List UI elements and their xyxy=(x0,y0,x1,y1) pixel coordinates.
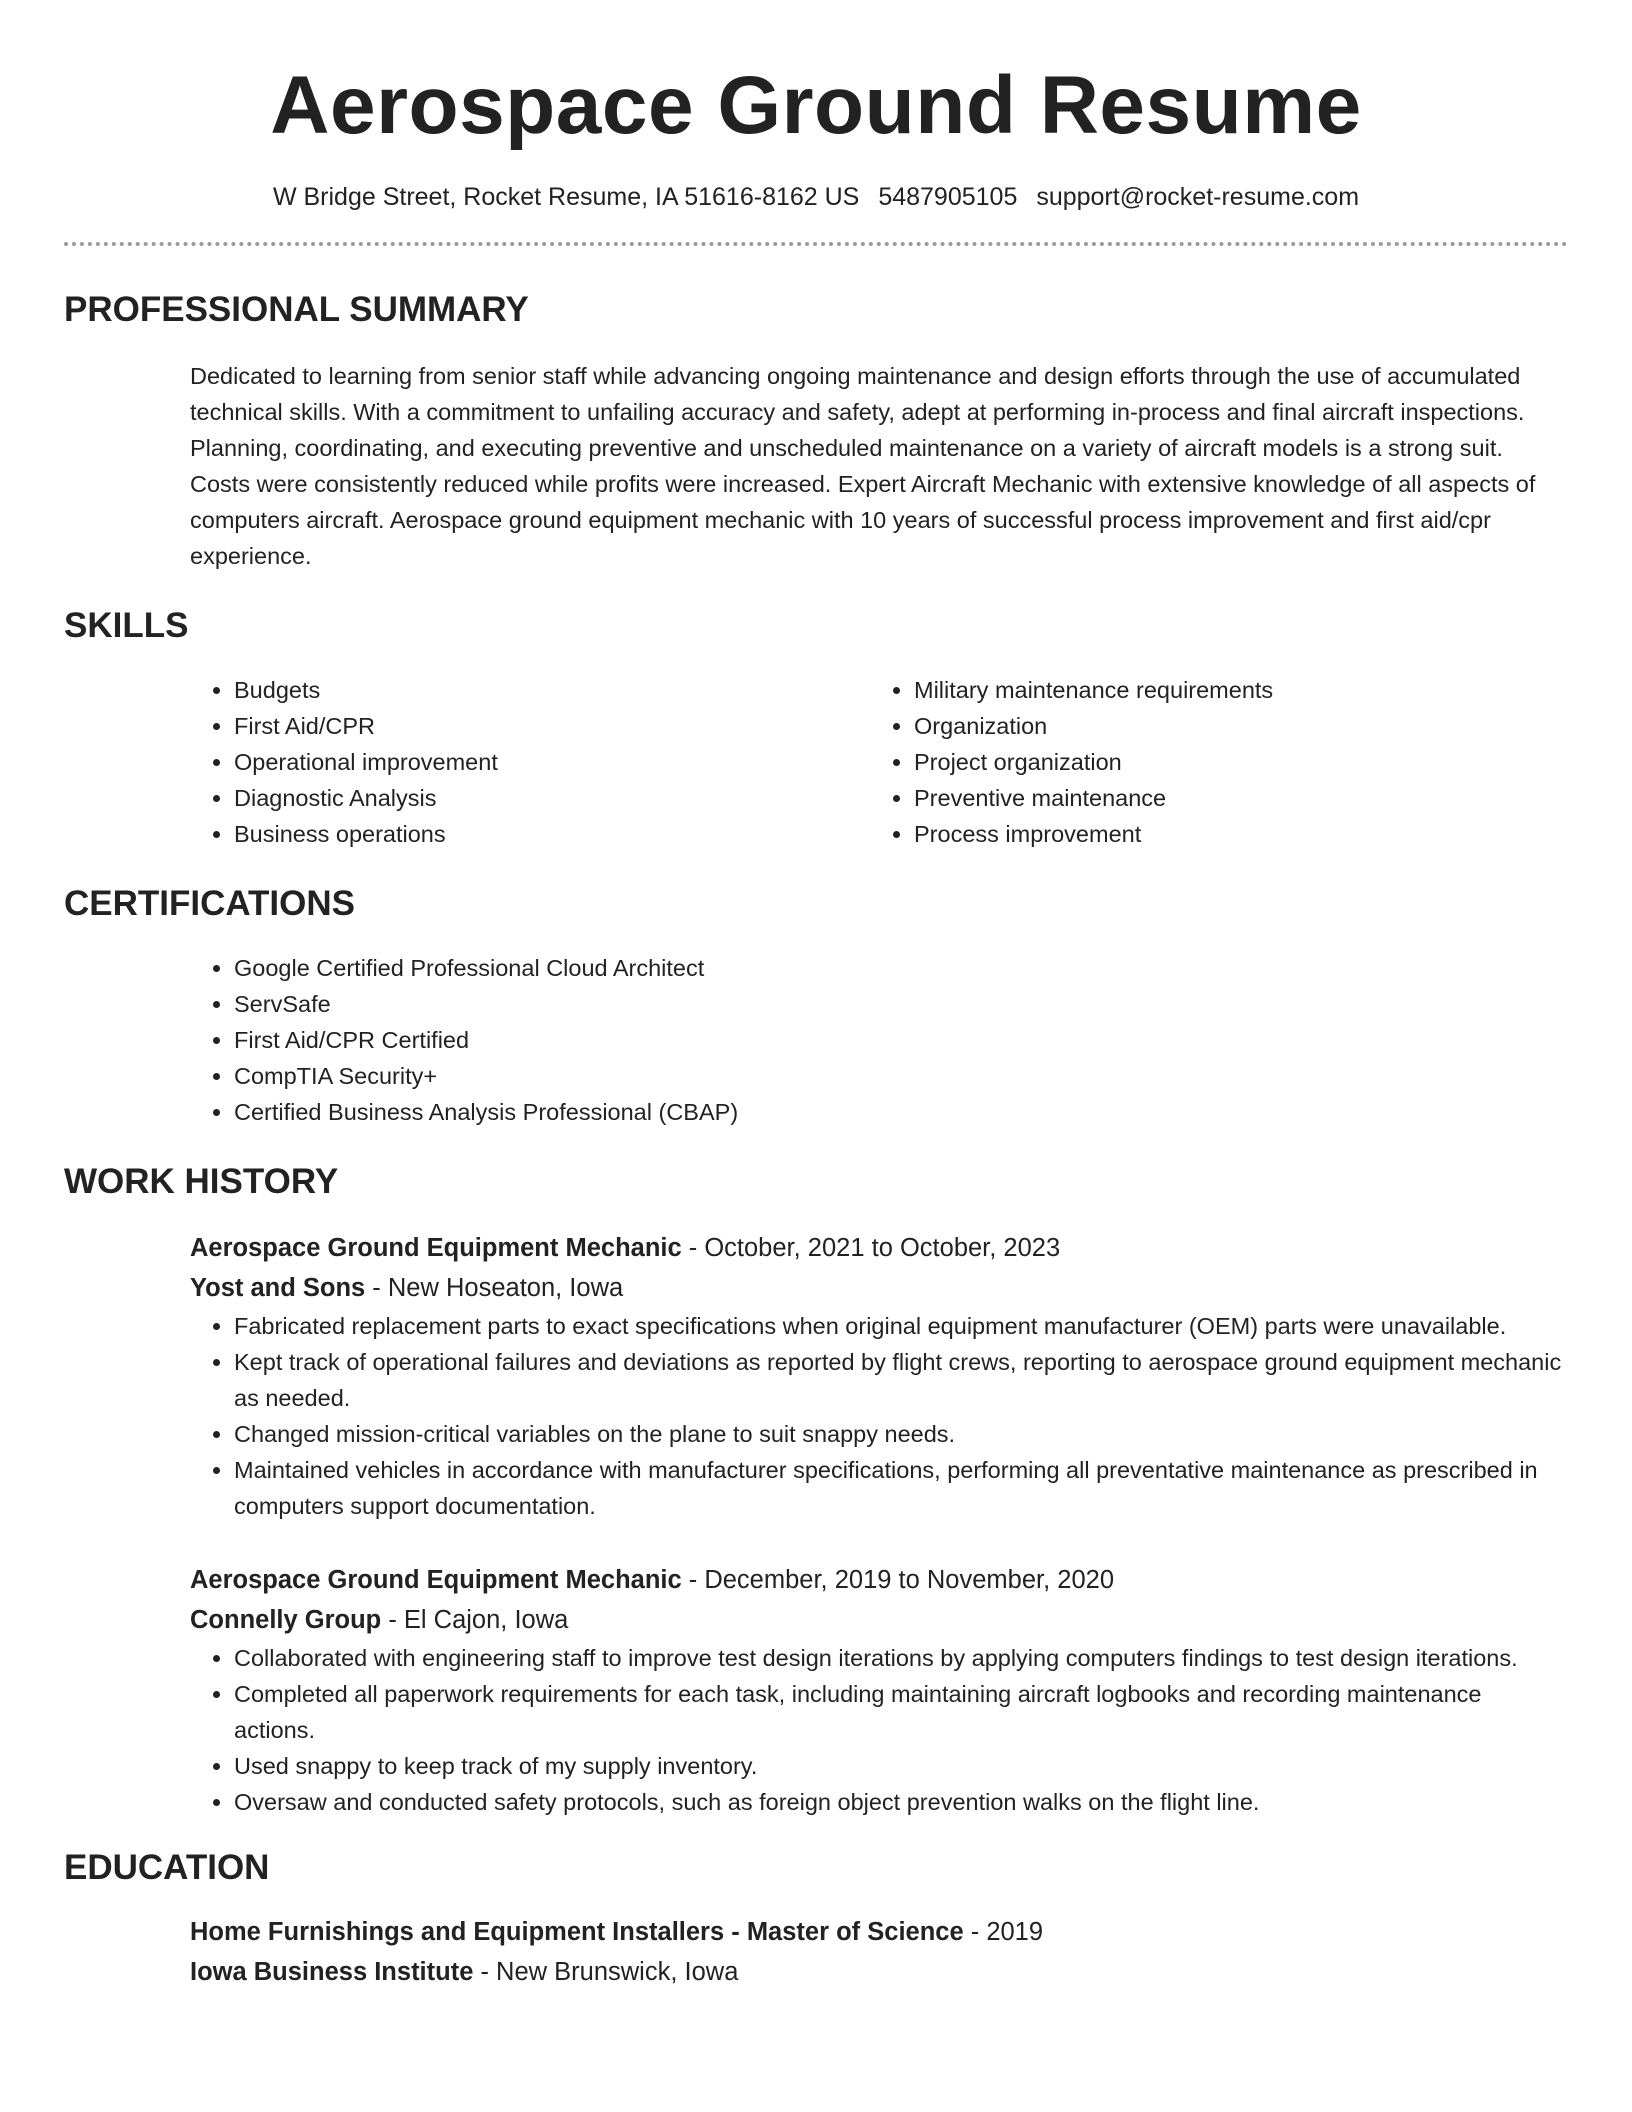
section-title-summary: PROFESSIONAL SUMMARY xyxy=(64,290,529,329)
certification-item: • Google Certified Professional Cloud Architect xyxy=(234,950,1568,986)
certifications-list xyxy=(190,950,1568,1130)
job-bullet: • Maintained vehicles in accordance with manufacturer specifications, performing all preventative maintenance as prescribed in computers support documentation. xyxy=(234,1452,1568,1524)
skill-item: • First Aid/CPR xyxy=(234,708,870,744)
resume-name: Aerospace Ground Resume xyxy=(270,60,1362,151)
skills-column-left xyxy=(190,672,870,852)
work-history-section xyxy=(64,1160,1568,1820)
job-role: Aerospace Ground Equipment Mechanic xyxy=(190,1234,682,1262)
skills-section xyxy=(64,604,1568,852)
skill-item: • Operational improvement xyxy=(234,744,870,780)
certifications-section xyxy=(64,882,1568,1130)
header-divider xyxy=(64,242,1568,246)
skill-item: • Diagnostic Analysis xyxy=(234,780,870,816)
section-title-education: EDUCATION xyxy=(64,1848,270,1887)
education-degree-line xyxy=(190,1912,1568,1952)
job-bullets xyxy=(190,1308,1568,1524)
job-company: Yost and Sons xyxy=(190,1274,366,1302)
education-school-line xyxy=(190,1952,1568,1992)
skill-item: • Preventive maintenance xyxy=(914,780,1550,816)
education-degree: Home Furnishings and Equipment Installers - Master of Science xyxy=(190,1918,964,1946)
education-year: - 2019 xyxy=(963,1918,1044,1946)
certification-item: • ServSafe xyxy=(234,986,1568,1022)
contact-address: W Bridge Street, Rocket Resume, IA 51616-8162 US xyxy=(272,183,860,211)
job-bullet: • Oversaw and conducted safety protocols, such as foreign object prevention walks on the flight line. xyxy=(234,1784,1568,1820)
job-title-line xyxy=(190,1228,1568,1268)
skills-grid xyxy=(190,672,1568,852)
job-bullet: • Completed all paperwork requirements for each task, including maintaining aircraft logbooks and recording maintenance actions. xyxy=(234,1676,1568,1748)
certification-item: • CompTIA Security+ xyxy=(234,1058,1568,1094)
job-bullets xyxy=(190,1640,1568,1820)
certification-item: • First Aid/CPR Certified xyxy=(234,1022,1568,1058)
job-company-line xyxy=(190,1268,1568,1308)
section-title-certifications: CERTIFICATIONS xyxy=(64,884,356,923)
section-title-skills: SKILLS xyxy=(64,606,189,645)
education-entry xyxy=(190,1912,1568,1992)
job-bullet: • Fabricated replacement parts to exact specifications when original equipment manufacturer (OEM) parts were unavailable. xyxy=(234,1308,1568,1344)
job-role: Aerospace Ground Equipment Mechanic xyxy=(190,1566,682,1594)
skill-item: • Process improvement xyxy=(914,816,1550,852)
skill-item: • Budgets xyxy=(234,672,870,708)
contact-phone: 5487905105 xyxy=(878,183,1018,211)
skill-item: • Business operations xyxy=(234,816,870,852)
job-entry xyxy=(190,1228,1568,1524)
job-title-line xyxy=(190,1560,1568,1600)
job-company-line xyxy=(190,1600,1568,1640)
section-title-work-history: WORK HISTORY xyxy=(64,1162,339,1201)
skill-item: • Organization xyxy=(914,708,1550,744)
education-school: Iowa Business Institute xyxy=(190,1958,474,1986)
job-bullet: • Collaborated with engineering staff to improve test design iterations by applying computers findings to test design iterations. xyxy=(234,1640,1568,1676)
skills-column-right xyxy=(870,672,1550,852)
summary-text: Dedicated to learning from senior staff while advancing ongoing maintenance and design efforts through the use of accumulated technical skills. With a commitment to unfailing accuracy and safety, adept at performing in-process and final aircraft inspections. Planning, coordinating, and executing preventive and unscheduled maintenance on a variety of aircraft models is a strong suit. Costs were consistently reduced while profits were increased. Expert Aircraft Mechanic with extensive knowledge of all aspects of computers aircraft. Aerospace ground equipment mechanic with 10 years of successful process improvement and first aid/cpr experience. xyxy=(190,363,1536,569)
education-section xyxy=(64,1846,1568,1992)
education-location: - New Brunswick, Iowa xyxy=(473,1958,739,1986)
job-dates: - October, 2021 to October, 2023 xyxy=(681,1234,1061,1262)
professional-summary-section xyxy=(64,288,1568,574)
contact-info xyxy=(64,180,1568,214)
job-dates: - December, 2019 to November, 2020 xyxy=(681,1566,1115,1594)
job-location: - El Cajon, Iowa xyxy=(381,1606,569,1634)
job-location: - New Hoseaton, Iowa xyxy=(365,1274,624,1302)
job-bullet: • Changed mission-critical variables on the plane to suit snappy needs. xyxy=(234,1416,1568,1452)
skill-item: • Project organization xyxy=(914,744,1550,780)
certification-item: • Certified Business Analysis Professional (CBAP) xyxy=(234,1094,1568,1130)
job-bullet: • Used snappy to keep track of my supply inventory. xyxy=(234,1748,1568,1784)
job-bullet: • Kept track of operational failures and deviations as reported by flight crews, reporting to aerospace ground equipment mechanic as needed. xyxy=(234,1344,1568,1416)
job-company: Connelly Group xyxy=(190,1606,382,1634)
skill-item: • Military maintenance requirements xyxy=(914,672,1550,708)
job-entry xyxy=(190,1560,1568,1820)
contact-email: support@rocket-resume.com xyxy=(1036,183,1360,211)
